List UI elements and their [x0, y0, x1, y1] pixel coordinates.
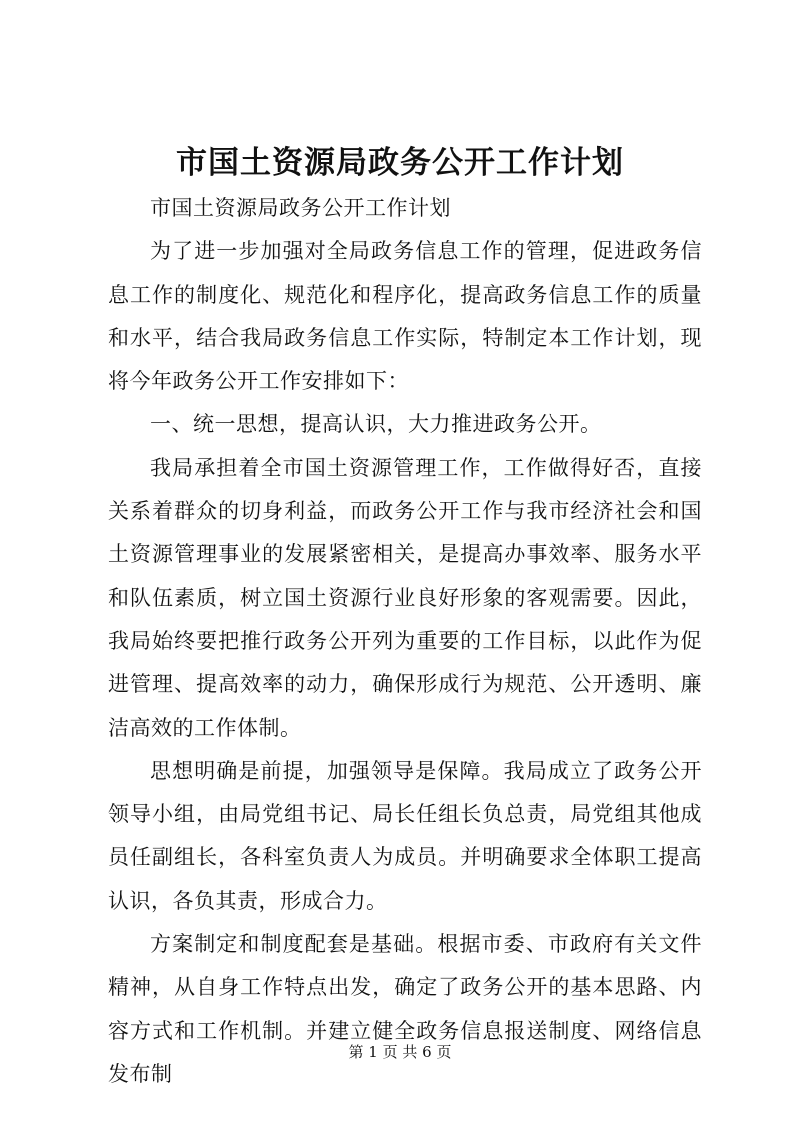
paragraph-body: 方案制定和制度配套是基础。根据市委、市政府有关文件精神，从自身工作特点出发，确定了政务公开的基本思路、内容方式和工作机制。并建立健全政务信息报送制度、网络信息发布制: [108, 932, 702, 1086]
paragraph-body: 思想明确是前提，加强领导是保障。我局成立了政务公开领导小组，由局党组书记、局长任组长负总责，局党组其他成员任副组长，各科室负责人为成员。并明确要求全体职工提高认识，各负其责，形成合力。: [108, 758, 702, 913]
paragraph-section-heading: 一、统一思想，提高认识，大力推进政务公开。: [150, 412, 602, 437]
paragraph-subtitle: 市国土资源局政务公开工作计划: [150, 196, 451, 220]
paragraph-intro: 为了进一步加强对全局政务信息工作的管理，促进政务信息工作的制度化、规范化和程序化，提高政务信息工作的质量和水平，结合我局政务信息工作实际，特制定本工作计划，现将今年政务公开工作安排如下：: [108, 239, 702, 394]
paragraph-body: 我局承担着全市国土资源管理工作，工作做得好否，直接关系着群众的切身利益，而政务公开工作与我市经济社会和国土资源管理事业的发展紧密相关，是提高办事效率、服务水平和队伍素质，树立国土资源行业良好形象的客观需要。因此，我局始终要把推行政务公开列为重要的工作目标，以此作为促进管理、提高效率的动力，确保形成行为规范、公开透明、廉洁高效的工作体制。: [108, 455, 702, 740]
document-body: [108, 187, 702, 1096]
document-title: 市国土资源局政务公开工作计划: [176, 145, 624, 181]
page-footer: 第 1 页 共 6 页: [348, 1043, 452, 1061]
